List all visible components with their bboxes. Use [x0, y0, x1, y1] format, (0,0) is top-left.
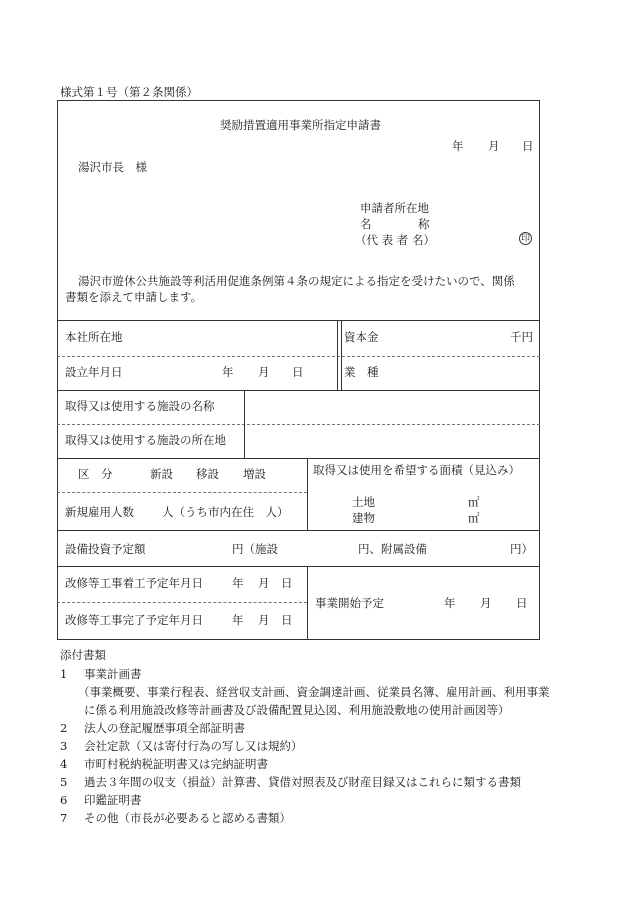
- category-label: 区 分: [78, 467, 113, 481]
- divider: [307, 566, 308, 640]
- attachment-number: 5: [60, 775, 68, 789]
- employment-label: 新規雇用人数: [65, 505, 134, 519]
- land-unit: ㎡: [468, 495, 480, 509]
- facility-address-label: 取得又は使用する施設の所在地: [65, 433, 226, 447]
- attachment-number: 7: [60, 811, 68, 825]
- attachments-heading: 添付書類: [60, 648, 106, 662]
- investment-facility-unit: 円、附属設備: [358, 542, 427, 556]
- attachment-number: 1: [60, 667, 68, 681]
- start-date-label: 改修等工事着工予定年月日: [65, 576, 203, 590]
- statement-line-2: 書類を添えて申請します。: [65, 290, 203, 304]
- established-day[interactable]: 日: [292, 365, 304, 379]
- form-number: 様式第１号（第２条関係）: [60, 85, 198, 99]
- divider: [57, 566, 540, 567]
- end-month[interactable]: 月: [258, 613, 270, 627]
- attachment-number: 3: [60, 739, 68, 753]
- addressee: 湯沢市長 様: [78, 160, 147, 174]
- divider: [57, 356, 540, 357]
- building-unit: ㎡: [468, 511, 480, 525]
- investment-label: 設備投資予定額: [65, 542, 146, 556]
- capital-label: 資本金: [344, 330, 379, 344]
- attachment-text: 法人の登記履歴事項全部証明書: [84, 721, 245, 735]
- start-year[interactable]: 年: [232, 576, 244, 590]
- attachment-text: 過去３年間の収支（損益）計算書、貸借対照表及び財産目録又はこれらに類する書類: [84, 775, 521, 789]
- attachment-number: 6: [60, 793, 68, 807]
- attachment-text: その他（市長が必要あると認める書類）: [84, 811, 291, 825]
- attachment-text: 市町村税納税証明書又は完納証明書: [84, 757, 268, 771]
- date-year[interactable]: 年: [452, 139, 464, 153]
- start-month[interactable]: 月: [258, 576, 270, 590]
- business-start-year[interactable]: 年: [444, 596, 456, 610]
- divider: [57, 458, 540, 459]
- hq-address-label: 本社所在地: [65, 330, 123, 344]
- investment-detail: 円（施設: [232, 542, 278, 556]
- attachment-text: 事業計画書: [84, 667, 142, 681]
- end-day[interactable]: 日: [281, 613, 293, 627]
- form-title: 奨励措置適用事業所指定申請書: [220, 118, 381, 132]
- established-year[interactable]: 年: [222, 365, 234, 379]
- investment-end: 円）: [510, 542, 533, 556]
- land-label: 土地: [352, 495, 375, 509]
- divider: [57, 390, 540, 391]
- attachment-number: 4: [60, 757, 68, 771]
- divider: [57, 492, 307, 493]
- category-relocate[interactable]: 移設: [196, 467, 219, 481]
- area-header: 取得又は使用を希望する面積（見込み）: [313, 463, 520, 477]
- end-year[interactable]: 年: [232, 613, 244, 627]
- established-label: 設立年月日: [65, 365, 123, 379]
- applicant-address-label: 申請者所在地: [360, 201, 429, 215]
- applicant-name-label-2: 称: [418, 217, 430, 231]
- business-start-month[interactable]: 月: [480, 596, 492, 610]
- established-month[interactable]: 月: [258, 365, 270, 379]
- divider: [244, 390, 245, 458]
- divider: [57, 320, 540, 321]
- divider: [57, 424, 540, 425]
- attachment-text: に係る利用施設改修等計画書及び設備配置見込図、利用施設敷地の使用計画図等）: [84, 703, 510, 717]
- business-start-day[interactable]: 日: [516, 596, 528, 610]
- divider: [307, 458, 308, 530]
- start-day[interactable]: 日: [281, 576, 293, 590]
- facility-name-label: 取得又は使用する施設の名称: [65, 399, 215, 413]
- attachment-number: 2: [60, 721, 68, 735]
- statement-line-1: 湯沢市遊休公共施設等利活用促進条例第４条の規定による指定を受けたいので、関係: [78, 274, 515, 288]
- divider: [341, 320, 342, 390]
- date-month[interactable]: 月: [488, 139, 500, 153]
- building-label: 建物: [352, 511, 375, 525]
- attachment-text: 印鑑証明書: [84, 793, 142, 807]
- industry-label: 業 種: [344, 365, 379, 379]
- applicant-representative-label: （代 表 者 名）: [355, 233, 435, 247]
- divider: [337, 320, 338, 390]
- date-day[interactable]: 日: [522, 139, 534, 153]
- category-expand[interactable]: 増設: [243, 467, 266, 481]
- attachment-text: （事業概要、事業行程表、経営収支計画、資金調達計画、従業員名簿、雇用計画、利用事業: [78, 685, 550, 699]
- seal-mark: 印: [520, 234, 530, 244]
- applicant-name-label-1: 名: [360, 217, 372, 231]
- employment-detail: 人（うち市内在住 人）: [162, 505, 289, 519]
- capital-unit: 千円: [510, 330, 533, 344]
- divider: [57, 602, 307, 603]
- divider: [57, 530, 540, 531]
- end-date-label: 改修等工事完了予定年月日: [65, 613, 203, 627]
- category-new[interactable]: 新設: [150, 467, 173, 481]
- attachment-text: 会社定款（又は寄付行為の写し又は規約）: [84, 739, 303, 753]
- business-start-label: 事業開始予定: [315, 596, 384, 610]
